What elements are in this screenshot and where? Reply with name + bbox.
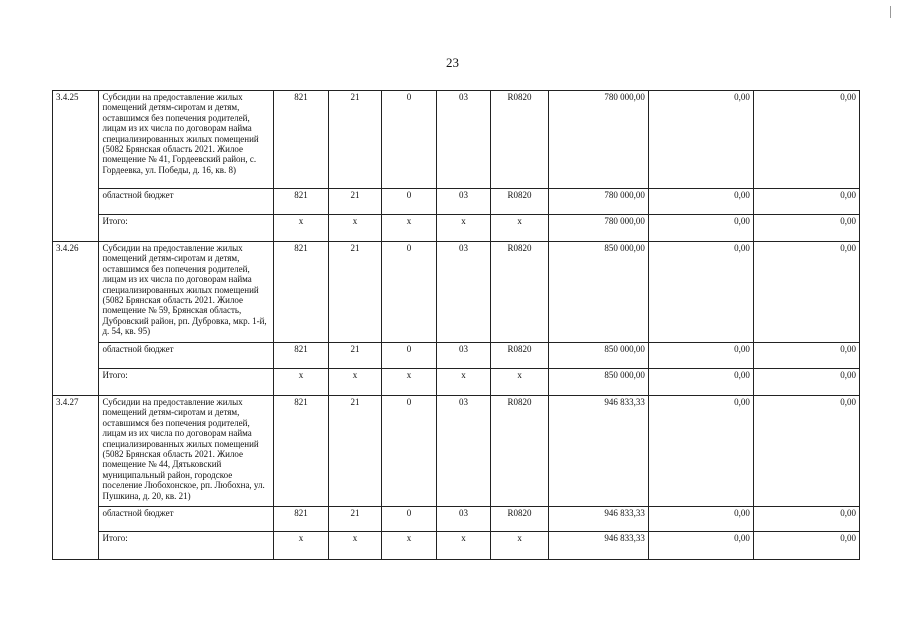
value-cell: 0,00 — [648, 532, 753, 560]
code-cell: 21 — [328, 91, 382, 189]
table-row-sub — [53, 507, 860, 532]
value-cell: 0,00 — [753, 343, 859, 369]
table-row-sub — [53, 189, 860, 215]
value-cell: 0,00 — [648, 343, 753, 369]
total-label: Итого: — [99, 215, 274, 242]
row-description: Субсидии на предоставление жилых помещений детям-сиротам и детям, оставшимся без попечения родителей, лицам из их числа по договорам найма специализированных жилых помещений (5082 Брянская область 2021. Жилое помещение № 44, Дятьковский муниципальный район, городское поселение Любохонское, рп. Любохна, ул. Пушкина, д. 20, кв. 21) — [99, 396, 274, 507]
code-cell: R0820 — [491, 343, 549, 369]
code-cell: 0 — [382, 189, 437, 215]
value-cell: 0,00 — [753, 396, 859, 507]
amount-cell: 780 000,00 — [548, 91, 648, 189]
row-number: 3.4.26 — [53, 242, 99, 396]
amount-cell: 780 000,00 — [548, 189, 648, 215]
amount-cell: 850 000,00 — [548, 242, 648, 343]
code-cell: 821 — [274, 507, 329, 532]
code-cell: 21 — [328, 343, 382, 369]
table-row-main — [53, 91, 860, 189]
row-description: Субсидии на предоставление жилых помещений детям-сиротам и детям, оставшимся без попечения родителей, лицам из их числа по договорам найма специализированных жилых помещений (5082 Брянская область 2021. Жилое помещение № 59, Брянская область, Дубровский район, рп. Дубровка, мкр. 1-й, д. 54, кв. 95) — [99, 242, 274, 343]
value-cell: 0,00 — [648, 507, 753, 532]
code-cell: x — [328, 532, 382, 560]
code-cell: x — [491, 369, 549, 396]
amount-cell: 946 833,33 — [548, 396, 648, 507]
code-cell: 0 — [382, 507, 437, 532]
code-cell: 03 — [436, 507, 491, 532]
code-cell: 03 — [436, 242, 491, 343]
code-cell: x — [491, 215, 549, 242]
code-cell: 21 — [328, 242, 382, 343]
value-cell: 0,00 — [753, 91, 859, 189]
table-row-total — [53, 215, 860, 242]
page-number: 23 — [446, 55, 459, 70]
code-cell: x — [328, 215, 382, 242]
code-cell: R0820 — [491, 507, 549, 532]
code-cell: R0820 — [491, 396, 549, 507]
code-cell: 0 — [382, 343, 437, 369]
value-cell: 0,00 — [648, 215, 753, 242]
value-cell: 0,00 — [753, 369, 859, 396]
amount-cell: 850 000,00 — [548, 343, 648, 369]
value-cell: 0,00 — [648, 396, 753, 507]
code-cell: 03 — [436, 91, 491, 189]
code-cell: 0 — [382, 396, 437, 507]
code-cell: R0820 — [491, 189, 549, 215]
code-cell: 0 — [382, 91, 437, 189]
table-row-total — [53, 369, 860, 396]
value-cell: 0,00 — [753, 215, 859, 242]
value-cell: 0,00 — [753, 532, 859, 560]
code-cell: 821 — [274, 396, 329, 507]
code-cell: x — [436, 215, 491, 242]
row-description: Субсидии на предоставление жилых помещений детям-сиротам и детям, оставшимся без попечения родителей, лицам из их числа по договорам найма специализированных жилых помещений (5082 Брянская область 2021. Жилое помещение № 41, Гордеевский район, с. Гордеевка, ул. Победы, д. 16, кв. 8) — [99, 91, 274, 189]
value-cell: 0,00 — [648, 242, 753, 343]
code-cell: 03 — [436, 189, 491, 215]
code-cell: 21 — [328, 396, 382, 507]
value-cell: 0,00 — [753, 507, 859, 532]
table-row-total — [53, 532, 860, 560]
amount-cell: 946 833,33 — [548, 532, 648, 560]
amount-cell: 946 833,33 — [548, 507, 648, 532]
code-cell: 821 — [274, 189, 329, 215]
value-cell: 0,00 — [753, 189, 859, 215]
code-cell: 03 — [436, 343, 491, 369]
code-cell: x — [328, 369, 382, 396]
code-cell: R0820 — [491, 242, 549, 343]
row-number: 3.4.25 — [53, 91, 99, 242]
scan-mark — [890, 6, 891, 18]
code-cell: x — [274, 532, 329, 560]
code-cell: x — [491, 532, 549, 560]
code-cell: x — [382, 215, 437, 242]
value-cell: 0,00 — [648, 369, 753, 396]
total-label: Итого: — [99, 369, 274, 396]
value-cell: 0,00 — [753, 242, 859, 343]
table-row-sub — [53, 343, 860, 369]
code-cell: x — [436, 532, 491, 560]
code-cell: 821 — [274, 343, 329, 369]
row-number: 3.4.27 — [53, 396, 99, 560]
code-cell: 21 — [328, 189, 382, 215]
code-cell: x — [382, 369, 437, 396]
code-cell: 821 — [274, 91, 329, 189]
table-row-main — [53, 242, 860, 343]
code-cell: x — [274, 369, 329, 396]
table-row-main — [53, 396, 860, 507]
amount-cell: 780 000,00 — [548, 215, 648, 242]
code-cell: x — [274, 215, 329, 242]
amount-cell: 850 000,00 — [548, 369, 648, 396]
code-cell: x — [382, 532, 437, 560]
total-label: Итого: — [99, 532, 274, 560]
sub-label: областной бюджет — [99, 507, 274, 532]
sub-label: областной бюджет — [99, 189, 274, 215]
code-cell: R0820 — [491, 91, 549, 189]
code-cell: 03 — [436, 396, 491, 507]
code-cell: 821 — [274, 242, 329, 343]
sub-label: областной бюджет — [99, 343, 274, 369]
value-cell: 0,00 — [648, 189, 753, 215]
code-cell: 0 — [382, 242, 437, 343]
budget-table — [52, 90, 860, 560]
code-cell: x — [436, 369, 491, 396]
value-cell: 0,00 — [648, 91, 753, 189]
code-cell: 21 — [328, 507, 382, 532]
table-body — [53, 91, 860, 560]
